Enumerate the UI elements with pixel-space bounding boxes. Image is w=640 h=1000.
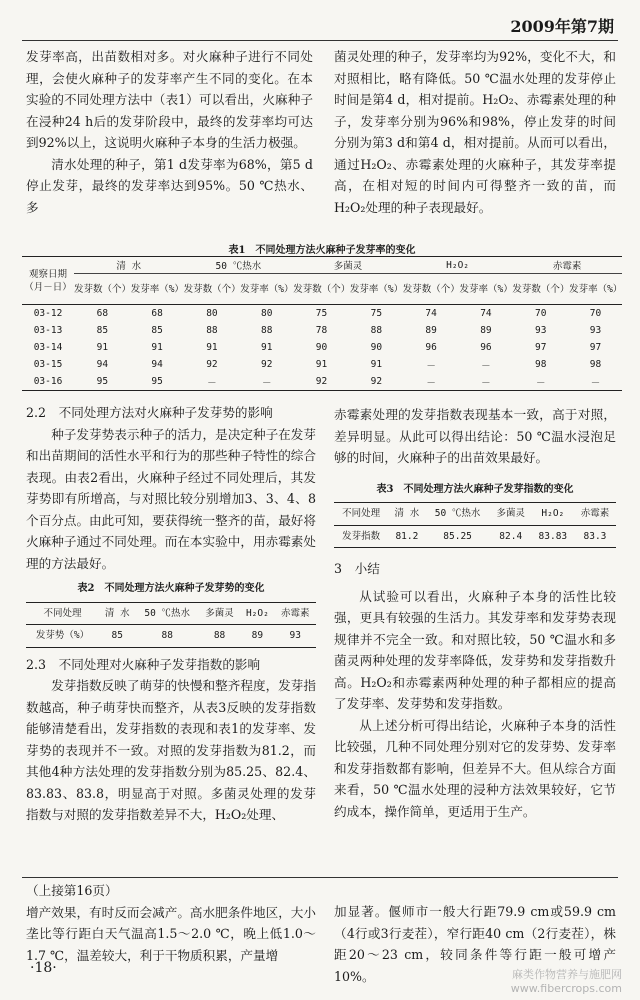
table-cell: 89 — [240, 625, 274, 648]
date-cell: 03-14 — [33, 342, 63, 353]
table-cell: － — [240, 373, 293, 391]
table-cell: 发芽势（%） — [26, 625, 99, 648]
table-cell: 85 — [151, 325, 163, 336]
table-cell: 90 — [315, 342, 328, 353]
table-cell: 91 — [151, 342, 163, 353]
continuation-note: （上接第16页） — [26, 883, 118, 898]
table-cell: 95 — [74, 373, 131, 391]
table-cell: 88 — [370, 325, 383, 336]
group-header: 多菌灵 — [293, 257, 403, 274]
table2-caption: 表2 不同处理方法火麻种子发芽势的变化 — [77, 583, 265, 594]
table-cell: 88 — [199, 625, 240, 648]
table-cell: 92 — [293, 373, 350, 391]
section-divider — [22, 877, 618, 878]
table-cell: 97 — [534, 342, 547, 353]
table-header-row — [334, 503, 616, 526]
table1 — [22, 256, 622, 391]
table-header: 赤霉素 — [574, 503, 616, 526]
middle-left-column — [26, 402, 316, 826]
section-heading: 2.3 不同处理对火麻种子发芽指数的影响 — [26, 656, 261, 672]
table-cell: 75 — [370, 308, 383, 319]
paragraph: 清水处理的种子，第1 d发芽率为68%，第5 d停止发芽，最终的发芽率达到95%。50 ℃热水、多 — [26, 156, 313, 215]
table-row — [334, 525, 616, 548]
table3 — [334, 502, 616, 548]
table-cell: 68 — [96, 308, 109, 319]
paragraph: 发芽率高，出苗数相对多。对火麻种子进行不同处理，会使火麻种子的发芽率产生不同的变化。在本实验的不同处理方法中（表1）可以看出，火麻种子在浸种24 h后的发芽阶段中，最终的发芽率均可达到92%以上，这说明火麻种子本身的生活力极强。 — [26, 49, 313, 150]
table-header: H₂O₂ — [532, 503, 574, 526]
sub-header: 发芽率（%） — [569, 274, 622, 305]
table-cell: 91 — [206, 342, 218, 353]
table-cell: 96 — [480, 342, 492, 353]
table-cell: 91 — [96, 342, 109, 353]
watermark-text: 麻类作物营养与施肥网 — [512, 968, 622, 981]
sub-header: 发芽数（个） — [74, 274, 131, 305]
table-cell: 92 — [206, 359, 218, 370]
table-header: 清 水 — [388, 503, 425, 526]
table-cell: 70 — [589, 308, 602, 319]
paragraph: 种子发芽势表示种子的活力，是决定种子在发芽和出苗期间的活性水平和行为的那些种子特性的综合表现。由表2看出，火麻种子经过不同处理后，其发芽势即有所增高，与对照比较分别增加3、3、4、8个百分点。由此可知，要获得统一整齐的苗，最好将火麻种子通过不同处理。而在本实验中，用赤霉素处理的方法最好。 — [26, 426, 316, 571]
table-header: 不同处理 — [334, 503, 388, 526]
table-cell: － — [459, 373, 512, 391]
table-cell: 88 — [206, 325, 218, 336]
table-cell: 93 — [275, 625, 316, 648]
table-cell: 发芽指数 — [334, 525, 388, 548]
group-header: 赤霉素 — [512, 257, 622, 274]
date-cell: 03-15 — [33, 359, 63, 370]
table-cell: 89 — [425, 325, 437, 336]
page-number: ·18· — [30, 960, 57, 976]
table-cell: 75 — [315, 308, 328, 319]
table-cell: 70 — [534, 308, 547, 319]
sub-header: 发芽率（%） — [350, 274, 403, 305]
table-cell: 98 — [534, 359, 547, 370]
table-row — [22, 373, 622, 391]
paragraph: 赤霉素处理的发芽指数表现基本一致，高于对照，差异明显。从此可以得出结论：50 ℃温水浸泡足够的时间，火麻种子的出苗效果最好。 — [334, 407, 616, 465]
table-cell: 83.83 — [532, 525, 574, 548]
table-cell: － — [403, 373, 460, 391]
top-right-column — [334, 46, 616, 218]
middle-right-column — [334, 404, 616, 822]
top-left-column — [26, 46, 313, 218]
table-cell: 93 — [589, 325, 602, 336]
table2 — [26, 602, 316, 648]
table-header: 赤霉素 — [275, 602, 316, 625]
table-row — [26, 625, 316, 648]
table-row — [22, 356, 622, 373]
table-cell: － — [481, 360, 491, 372]
paragraph: 从上述分析可得出结论，火麻种子本身的活性比较强，几种不同处理分别对它的发芽势、发芽率和发芽指数都有影响，但差异不大。但从综合方面来看，50 ℃温水处理的浸种方法效果较好，它节约成本，操作简单，更适用于生产。 — [334, 717, 616, 819]
table-cell: 94 — [96, 359, 109, 370]
table-cell: 89 — [480, 325, 492, 336]
paragraph: 菌灵处理的种子，发芽率均为92%，变化不大，和对照相比，略有降低。50 ℃温水处理的发芽停止时间是第4 d，相对提前。H₂O₂、赤霉素处理的种子，发芽率分别为96%和98%，停止发芽的时间分别为第3 d和第4 d，相对提前。从而可以看出，通过H₂O₂、赤霉素处理的火麻种子，其发芽率提高，在相对短的时间内可得整齐一致的苗，而H₂O₂处理的种子表现最好。 — [334, 49, 616, 215]
sub-header: 发芽数（个） — [293, 274, 350, 305]
date-cell: 03-12 — [33, 308, 63, 319]
sub-header: 发芽数（个） — [512, 274, 569, 305]
row-header: 观察日期（月－日） — [22, 257, 74, 305]
sub-header: 发芽数（个） — [184, 274, 241, 305]
sub-header: 发芽数（个） — [403, 274, 460, 305]
bottom-left-column — [26, 880, 316, 966]
sub-header: 发芽率（%） — [459, 274, 512, 305]
table-cell: 82.4 — [490, 525, 532, 548]
table-header: H₂O₂ — [240, 602, 274, 625]
header-rule — [22, 40, 618, 41]
group-header: H₂O₂ — [403, 257, 513, 274]
table-header: 50 ℃热水 — [136, 602, 199, 625]
paragraph: 发芽指数反映了萌芽的快慢和整齐程度，发芽指数越高，种子萌芽快而整齐，从表3反映的发芽指数能够清楚看出，发芽指数的表现和表1的发芽率、发芽势的表现并不一致。对照的发芽指数为81.2，而其他4种方法处理的发芽指数分别为85.25、82.4、83.83、83.8，明显高于对照。多菌灵处理的发芽指数与对照的发芽指数差异不大，H₂O₂处理、 — [26, 678, 316, 822]
table1-caption: 表1 不同处理方法火麻种子发芽率的变化 — [228, 245, 416, 256]
sub-header: 发芽率（%） — [240, 274, 293, 305]
table-cell: 91 — [315, 359, 328, 370]
table-cell: 93 — [534, 325, 547, 336]
table-cell: 85.25 — [425, 525, 489, 548]
table-cell: 91 — [261, 342, 273, 353]
paragraph: 增产效果，有时反而会减产。高水肥条件地区，大小垄比等行距白天气温高1.5～2.0 ℃，晚上低1.0～1.7 ℃，温差较大，利于干物质积累，产量增 — [26, 904, 316, 963]
table-header: 多菌灵 — [199, 602, 240, 625]
table-row — [22, 339, 622, 356]
table-cell: 68 — [151, 308, 163, 319]
table-cell: 74 — [425, 308, 437, 319]
section-heading: 2.2 不同处理方法对火麻种子发芽势的影响 — [26, 405, 273, 420]
table-cell: － — [569, 373, 622, 391]
table3-caption: 表3 不同处理方法火麻种子发芽指数的变化 — [376, 483, 574, 495]
table-cell: － — [512, 373, 569, 391]
table-header: 50 ℃热水 — [425, 503, 489, 526]
table-cell: 90 — [370, 342, 383, 353]
table-cell: 85 — [96, 325, 109, 336]
table-cell: 81.2 — [388, 525, 425, 548]
table-cell: 88 — [136, 625, 199, 648]
table-header: 不同处理 — [26, 602, 99, 625]
table-cell: － — [426, 360, 436, 372]
table-cell: － — [184, 373, 241, 391]
sub-header: 发芽率（%） — [131, 274, 184, 305]
group-header: 50 ℃热水 — [184, 257, 294, 274]
table-header: 清 水 — [99, 602, 136, 625]
section-heading: 3 小结 — [334, 561, 380, 576]
table-row — [22, 322, 622, 339]
watermark — [511, 968, 622, 996]
table-cell: 96 — [425, 342, 437, 353]
table-cell: 88 — [261, 325, 273, 336]
date-cell: 03-13 — [33, 325, 63, 336]
table-cell: 80 — [261, 308, 273, 319]
table-header-row — [26, 602, 316, 625]
table-cell: 97 — [589, 342, 602, 353]
issue-header: 2009年第7期 — [510, 17, 614, 36]
table-cell: 74 — [480, 308, 492, 319]
date-cell: 03-16 — [22, 373, 74, 391]
table-cell: 98 — [589, 359, 602, 370]
table-row — [22, 305, 622, 323]
table-cell: 91 — [370, 359, 383, 370]
paragraph: 从试验可以看出，火麻种子本身的活性比较强，更具有较强的生活力。其发芽率和发芽势表现规律并不完全一致。和对照比较，50 ℃温水和多菌灵两种处理的发芽率降低，发芽势和发芽指数升高。H₂O₂和赤霉素两种处理的种子都相应的提高了发芽率、发芽势和发芽指数。 — [334, 588, 616, 711]
table-header: 多菌灵 — [490, 503, 532, 526]
table-cell: 95 — [131, 373, 184, 391]
paragraph: 加显著。偃师市一般大行距79.9 cm或59.9 cm（4行或3行麦茬），窄行距40 cm（2行麦茬），株距20～23 cm，较同条件等行距一般可增产10%。 — [334, 904, 616, 984]
watermark-url: www.fibercrops.com — [510, 982, 622, 995]
group-header: 清 水 — [74, 257, 184, 274]
table-cell: 94 — [151, 359, 163, 370]
table-cell: 92 — [350, 373, 403, 391]
table-cell: 83.3 — [574, 525, 616, 548]
table-cell: 78 — [315, 325, 328, 336]
table-cell: 80 — [206, 308, 218, 319]
table-cell: 85 — [99, 625, 136, 648]
table-cell: 92 — [261, 359, 273, 370]
